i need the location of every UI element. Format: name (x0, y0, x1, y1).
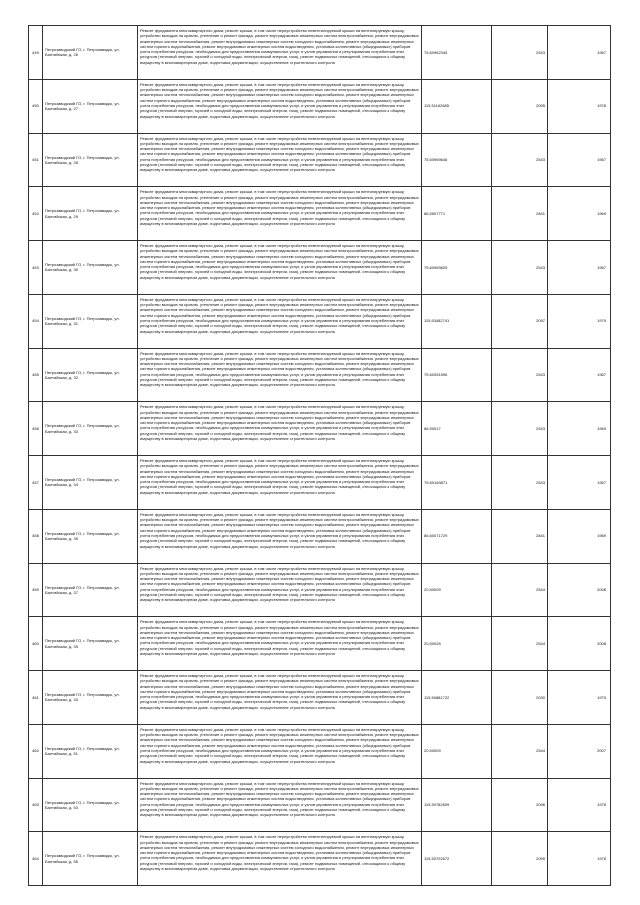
row-number-cell: 454 (29, 294, 43, 348)
work-description-cell: Ремонт фундамента многоквартирного дома, ремонт крыши, в том числе переустройство невентилируемой крыши на вентилируемую крышу, устройство выходов на кровлю, утепление и ремонт фасада, ремонт внутридомовых инженерных систем электроснабжения, ремонт внутридомовых инженерных систем теплоснабжения, ремонт внутридомовых инженерных систем холодного водоснабжения, ремонт внутридомовых инженерных систем горячего водоснабжения, ремонт внутридомовых инженерных систем водоотведения, установка коллективных (общедомовых) приборов учета потребления ресурсов, необходимых для предоставления коммунальных услуг, и узлов управления и регулирования потребления этих ресурсов (тепловой энергии, горячей и холодной воды, электрической энергии, газа), ремонт подвальных помещений, относящихся к общему имуществу в многоквартирном доме, подготовка документации, осуществление строительного контроля (138, 509, 422, 563)
area-cell: 2543 (492, 26, 548, 80)
row-number-cell: 459 (29, 563, 43, 617)
row-number-cell: 463 (29, 778, 43, 832)
address-cell: Петрозаводский ГО, г. Петрозаводск, ул. Балтийская, д. 34 (43, 456, 138, 510)
work-description-cell: Ремонт фундамента многоквартирного дома, ремонт крыши, в том числе переустройство невентилируемой крыши на вентилируемую крышу, устройство выходов на кровлю, утепление и ремонт фасада, ремонт внутридомовых инженерных систем электроснабжения, ремонт внутридомовых инженерных систем теплоснабжения, ремонт внутридомовых инженерных систем холодного водоснабжения, ремонт внутридомовых инженерных систем горячего водоснабжения, ремонт внутридомовых инженерных систем водоотведения, установка коллективных (общедомовых) приборов учета потребления ресурсов, необходимых для предоставления коммунальных услуг, и узлов управления и регулирования потребления этих ресурсов (тепловой энергии, горячей и холодной воды, электрической энергии, газа), ремонт подвальных помещений, относящихся к общему имуществу в многоквартирном доме, подготовка документации, осуществление строительного контроля (138, 26, 422, 80)
cost-cell: 20,50009 (422, 563, 492, 617)
cost-cell: 75,60051596 (422, 348, 492, 402)
row-number-cell: 464 (29, 832, 43, 886)
work-description-cell: Ремонт фундамента многоквартирного дома, ремонт крыши, в том числе переустройство невентилируемой крыши на вентилируемую крышу, устройство выходов на кровлю, утепление и ремонт фасада, ремонт внутридомовых инженерных систем электроснабжения, ремонт внутридомовых инженерных систем теплоснабжения, ремонт внутридомовых инженерных систем холодного водоснабжения, ремонт внутридомовых инженерных систем горячего водоснабжения, ремонт внутридомовых инженерных систем водоотведения, установка коллективных (общедомовых) приборов учета потребления ресурсов, необходимых для предоставления коммунальных услуг, и узлов управления и регулирования потребления этих ресурсов (тепловой энергии, горячей и холодной воды, электрической энергии, газа), ремонт подвальных помещений, относящихся к общему имуществу в многоквартирном доме, подготовка документации, осуществление строительного контроля (138, 724, 422, 778)
year-cell: 1969 (548, 402, 611, 456)
table-row (29, 79, 611, 133)
cost-cell: 75,60962345 (422, 26, 492, 80)
table-row (29, 241, 611, 295)
work-description-cell: Ремонт фундамента многоквартирного дома, ремонт крыши, в том числе переустройство невентилируемой крыши на вентилируемую крышу, устройство выходов на кровлю, утепление и ремонт фасада, ремонт внутридомовых инженерных систем электроснабжения, ремонт внутридомовых инженерных систем теплоснабжения, ремонт внутридомовых инженерных систем холодного водоснабжения, ремонт внутридомовых инженерных систем горячего водоснабжения, ремонт внутридомовых инженерных систем водоотведения, установка коллективных (общедомовых) приборов учета потребления ресурсов, необходимых для предоставления коммунальных услуг, и узлов управления и регулирования потребления этих ресурсов (тепловой энергии, горячей и холодной воды, электрической энергии, газа), ремонт подвальных помещений, относящихся к общему имуществу в многоквартирном доме, подготовка документации, осуществление строительного контроля (138, 241, 422, 295)
row-number-cell: 462 (29, 724, 43, 778)
cost-cell: 20,50009 (422, 724, 492, 778)
year-cell: 1979 (548, 294, 611, 348)
year-cell: 1969 (548, 187, 611, 241)
row-number-cell: 461 (29, 671, 43, 725)
area-cell: 2096 (492, 778, 548, 832)
table-row (29, 294, 611, 348)
row-number-cell: 453 (29, 241, 43, 295)
work-description-cell: Ремонт фундамента многоквартирного дома, ремонт крыши, в том числе переустройство невентилируемой крыши на вентилируемую крышу, устройство выходов на кровлю, утепление и ремонт фасада, ремонт внутридомовых инженерных систем электроснабжения, ремонт внутридомовых инженерных систем теплоснабжения, ремонт внутридомовых инженерных систем холодного водоснабжения, ремонт внутридомовых инженерных систем горячего водоснабжения, ремонт внутридомовых инженерных систем водоотведения, установка коллективных (общедомовых) приборов учета потребления ресурсов, необходимых для предоставления коммунальных услуг, и узлов управления и регулирования потребления этих ресурсов (тепловой энергии, горячей и холодной воды, электрической энергии, газа), ремонт подвальных помещений, относящихся к общему имуществу в многоквартирном доме, подготовка документации, осуществление строительного контроля (138, 133, 422, 187)
work-schedule-table (28, 25, 611, 886)
year-cell: 1978 (548, 832, 611, 886)
area-cell: 2095 (492, 79, 548, 133)
cost-cell: 86,60071729 (422, 509, 492, 563)
area-cell: 2543 (492, 133, 548, 187)
area-cell: 2030 (492, 671, 548, 725)
work-description-cell: Ремонт фундамента многоквартирного дома, ремонт крыши, в том числе переустройство невентилируемой крыши на вентилируемую крышу, устройство выходов на кровлю, утепление и ремонт фасада, ремонт внутридомовых инженерных систем электроснабжения, ремонт внутридомовых инженерных систем теплоснабжения, ремонт внутридомовых инженерных систем холодного водоснабжения, ремонт внутридомовых инженерных систем горячего водоснабжения, ремонт внутридомовых инженерных систем водоотведения, установка коллективных (общедомовых) приборов учета потребления ресурсов, необходимых для предоставления коммунальных услуг, и узлов управления и регулирования потребления этих ресурсов (тепловой энергии, горячей и холодной воды, электрической энергии, газа), ремонт подвальных помещений, относящихся к общему имуществу в многоквартирном доме, подготовка документации, осуществление строительного контроля (138, 671, 422, 725)
work-description-cell: Ремонт фундамента многоквартирного дома, ремонт крыши, в том числе переустройство невентилируемой крыши на вентилируемую крышу, устройство выходов на кровлю, утепление и ремонт фасада, ремонт внутридомовых инженерных систем электроснабжения, ремонт внутридомовых инженерных систем теплоснабжения, ремонт внутридомовых инженерных систем холодного водоснабжения, ремонт внутридомовых инженерных систем горячего водоснабжения, ремонт внутридомовых инженерных систем водоотведения, установка коллективных (общедомовых) приборов учета потребления ресурсов, необходимых для предоставления коммунальных услуг, и узлов управления и регулирования потребления этих ресурсов (тепловой энергии, горячей и холодной воды, электрической энергии, газа), ремонт подвальных помещений, относящихся к общему имуществу в многоквартирном доме, подготовка документации, осуществление строительного контроля (138, 778, 422, 832)
row-number-cell: 452 (29, 187, 43, 241)
year-cell: 1978 (548, 778, 611, 832)
address-cell: Петрозаводский ГО, г. Петрозаводск, ул. Балтийская, д. 39 (43, 617, 138, 671)
area-cell: 2543 (492, 241, 548, 295)
area-cell: 2543 (492, 456, 548, 510)
area-cell: 2095 (492, 832, 548, 886)
cost-cell: 75,60969825 (422, 241, 492, 295)
row-number-cell: 450 (29, 79, 43, 133)
year-cell: 1967 (548, 456, 611, 510)
address-cell: Петрозаводский ГО, г. Петрозаводск, ул. Балтийская, д. 37 (43, 563, 138, 617)
table-row (29, 778, 611, 832)
row-number-cell: 457 (29, 456, 43, 510)
year-cell: 1967 (548, 348, 611, 402)
table-row (29, 456, 611, 510)
work-description-cell: Ремонт фундамента многоквартирного дома, ремонт крыши, в том числе переустройство невентилируемой крыши на вентилируемую крышу, устройство выходов на кровлю, утепление и ремонт фасада, ремонт внутридомовых инженерных систем электроснабжения, ремонт внутридомовых инженерных систем теплоснабжения, ремонт внутридомовых инженерных систем холодного водоснабжения, ремонт внутридомовых инженерных систем горячего водоснабжения, ремонт внутридомовых инженерных систем водоотведения, установка коллективных (общедомовых) приборов учета потребления ресурсов, необходимых для предоставления коммунальных услуг, и узлов управления и регулирования потребления этих ресурсов (тепловой энергии, горячей и холодной воды, электрической энергии, газа), ремонт подвальных помещений, относящихся к общему имуществу в многоквартирном доме, подготовка документации, осуществление строительного контроля (138, 294, 422, 348)
table-row (29, 563, 611, 617)
address-cell: Петрозаводский ГО, г. Петрозаводск, ул. Балтийская, д. 26 (43, 26, 138, 80)
row-number-cell: 451 (29, 133, 43, 187)
table-body (29, 26, 611, 886)
cost-cell: 75,60969646 (422, 133, 492, 187)
work-description-cell: Ремонт фундамента многоквартирного дома, ремонт крыши, в том числе переустройство невентилируемой крыши на вентилируемую крышу, устройство выходов на кровлю, утепление и ремонт фасада, ремонт внутридомовых инженерных систем электроснабжения, ремонт внутридомовых инженерных систем теплоснабжения, ремонт внутридомовых инженерных систем холодного водоснабжения, ремонт внутридомовых инженерных систем горячего водоснабжения, ремонт внутридомовых инженерных систем водоотведения, установка коллективных (общедомовых) приборов учета потребления ресурсов, необходимых для предоставления коммунальных услуг, и узлов управления и регулирования потребления этих ресурсов (тепловой энергии, горячей и холодной воды, электрической энергии, газа), ремонт подвальных помещений, относящихся к общему имуществу в многоквартирном доме, подготовка документации, осуществление строительного контроля (138, 79, 422, 133)
work-description-cell: Ремонт фундамента многоквартирного дома, ремонт крыши, в том числе переустройство невентилируемой крыши на вентилируемую крышу, устройство выходов на кровлю, утепление и ремонт фасада, ремонт внутридомовых инженерных систем электроснабжения, ремонт внутридомовых инженерных систем теплоснабжения, ремонт внутридомовых инженерных систем холодного водоснабжения, ремонт внутридомовых инженерных систем горячего водоснабжения, ремонт внутридомовых инженерных систем водоотведения, установка коллективных (общедомовых) приборов учета потребления ресурсов, необходимых для предоставления коммунальных услуг, и узлов управления и регулирования потребления этих ресурсов (тепловой энергии, горячей и холодной воды, электрической энергии, газа), ремонт подвальных помещений, относящихся к общему имуществу в многоквартирном доме, подготовка документации, осуществление строительного контроля (138, 348, 422, 402)
table-row (29, 671, 611, 725)
row-number-cell: 455 (29, 348, 43, 402)
cost-cell: 115,50782659 (422, 778, 492, 832)
row-number-cell: 460 (29, 617, 43, 671)
table-row (29, 402, 611, 456)
year-cell: 2007 (548, 724, 611, 778)
year-cell: 1967 (548, 241, 611, 295)
area-cell: 2097 (492, 294, 548, 348)
address-cell: Петрозаводский ГО, г. Петрозаводск, ул. Балтийская, д. 30 (43, 241, 138, 295)
row-number-cell: 449 (29, 26, 43, 80)
cost-cell: 86,50017 (422, 402, 492, 456)
year-cell: 1969 (548, 509, 611, 563)
row-number-cell: 456 (29, 402, 43, 456)
address-cell: Петрозаводский ГО, г. Петрозаводск, ул. Балтийская, д. 51 (43, 724, 138, 778)
row-number-cell: 458 (29, 509, 43, 563)
address-cell: Петрозаводский ГО, г. Петрозаводск, ул. Балтийская, д. 53 (43, 778, 138, 832)
address-cell: Петрозаводский ГО, г. Петрозаводск, ул. Балтийская, д. 35 (43, 509, 138, 563)
address-cell: Петрозаводский ГО, г. Петрозаводск, ул. Балтийская, д. 29 (43, 187, 138, 241)
cost-cell: 20,50028 (422, 617, 492, 671)
table-row (29, 133, 611, 187)
table-row (29, 187, 611, 241)
year-cell: 2008 (548, 563, 611, 617)
address-cell: Петрозаводский ГО, г. Петрозаводск, ул. Балтийская, д. 28 (43, 133, 138, 187)
area-cell: 2543 (492, 348, 548, 402)
year-cell: 1967 (548, 26, 611, 80)
area-cell: 2544 (492, 563, 548, 617)
cost-cell: 115,50881722 (422, 671, 492, 725)
table-row (29, 724, 611, 778)
cost-cell: 115,63482741 (422, 294, 492, 348)
area-cell: 2544 (492, 617, 548, 671)
table-row (29, 26, 611, 80)
address-cell: Петрозаводский ГО, г. Петрозаводск, ул. Балтийская, д. 32 (43, 348, 138, 402)
year-cell: 2008 (548, 617, 611, 671)
cost-cell: 115,50702672 (422, 832, 492, 886)
area-cell: 2543 (492, 402, 548, 456)
table-row (29, 509, 611, 563)
address-cell: Петрозаводский ГО, г. Петрозаводск, ул. Балтийская, д. 43 (43, 671, 138, 725)
area-cell: 2544 (492, 724, 548, 778)
work-description-cell: Ремонт фундамента многоквартирного дома, ремонт крыши, в том числе переустройство невентилируемой крыши на вентилируемую крышу, устройство выходов на кровлю, утепление и ремонт фасада, ремонт внутридомовых инженерных систем электроснабжения, ремонт внутридомовых инженерных систем теплоснабжения, ремонт внутридомовых инженерных систем холодного водоснабжения, ремонт внутридомовых инженерных систем горячего водоснабжения, ремонт внутридомовых инженерных систем водоотведения, установка коллективных (общедомовых) приборов учета потребления ресурсов, необходимых для предоставления коммунальных услуг, и узлов управления и регулирования потребления этих ресурсов (тепловой энергии, горячей и холодной воды, электрической энергии, газа), ремонт подвальных помещений, относящихся к общему имуществу в многоквартирном доме, подготовка документации, осуществление строительного контроля (138, 617, 422, 671)
year-cell: 1967 (548, 133, 611, 187)
cost-cell: 86,5507771 (422, 187, 492, 241)
address-cell: Петрозаводский ГО, г. Петрозаводск, ул. Балтийская, д. 55 (43, 832, 138, 886)
cost-cell: 115,51162685 (422, 79, 492, 133)
area-cell: 2841 (492, 187, 548, 241)
work-description-cell: Ремонт фундамента многоквартирного дома, ремонт крыши, в том числе переустройство невентилируемой крыши на вентилируемую крышу, устройство выходов на кровлю, утепление и ремонт фасада, ремонт внутридомовых инженерных систем электроснабжения, ремонт внутридомовых инженерных систем теплоснабжения, ремонт внутридомовых инженерных систем холодного водоснабжения, ремонт внутридомовых инженерных систем горячего водоснабжения, ремонт внутридомовых инженерных систем водоотведения, установка коллективных (общедомовых) приборов учета потребления ресурсов, необходимых для предоставления коммунальных услуг, и узлов управления и регулирования потребления этих ресурсов (тепловой энергии, горячей и холодной воды, электрической энергии, газа), ремонт подвальных помещений, относящихся к общему имуществу в многоквартирном доме, подготовка документации, осуществление строительного контроля (138, 832, 422, 886)
table-row (29, 348, 611, 402)
cost-cell: 75,60169871 (422, 456, 492, 510)
work-description-cell: Ремонт фундамента многоквартирного дома, ремонт крыши, в том числе переустройство невентилируемой крыши на вентилируемую крышу, устройство выходов на кровлю, утепление и ремонт фасада, ремонт внутридомовых инженерных систем электроснабжения, ремонт внутридомовых инженерных систем теплоснабжения, ремонт внутридомовых инженерных систем холодного водоснабжения, ремонт внутридомовых инженерных систем горячего водоснабжения, ремонт внутридомовых инженерных систем водоотведения, установка коллективных (общедомовых) приборов учета потребления ресурсов, необходимых для предоставления коммунальных услуг, и узлов управления и регулирования потребления этих ресурсов (тепловой энергии, горячей и холодной воды, электрической энергии, газа), ремонт подвальных помещений, относящихся к общему имуществу в многоквартирном доме, подготовка документации, осуществление строительного контроля (138, 402, 422, 456)
address-cell: Петрозаводский ГО, г. Петрозаводск, ул. Балтийская, д. 27 (43, 79, 138, 133)
work-description-cell: Ремонт фундамента многоквартирного дома, ремонт крыши, в том числе переустройство невентилируемой крыши на вентилируемую крышу, устройство выходов на кровлю, утепление и ремонт фасада, ремонт внутридомовых инженерных систем электроснабжения, ремонт внутридомовых инженерных систем теплоснабжения, ремонт внутридомовых инженерных систем холодного водоснабжения, ремонт внутридомовых инженерных систем горячего водоснабжения, ремонт внутридомовых инженерных систем водоотведения, установка коллективных (общедомовых) приборов учета потребления ресурсов, необходимых для предоставления коммунальных услуг, и узлов управления и регулирования потребления этих ресурсов (тепловой энергии, горячей и холодной воды, электрической энергии, газа), ремонт подвальных помещений, относящихся к общему имуществу в многоквартирном доме, подготовка документации, осуществление строительного контроля (138, 563, 422, 617)
year-cell: 1979 (548, 671, 611, 725)
table-row (29, 617, 611, 671)
table-row (29, 832, 611, 886)
address-cell: Петрозаводский ГО, г. Петрозаводск, ул. Балтийская, д. 31 (43, 294, 138, 348)
year-cell: 1978 (548, 79, 611, 133)
address-cell: Петрозаводский ГО, г. Петрозаводск, ул. Балтийская, д. 33 (43, 402, 138, 456)
work-description-cell: Ремонт фундамента многоквартирного дома, ремонт крыши, в том числе переустройство невентилируемой крыши на вентилируемую крышу, устройство выходов на кровлю, утепление и ремонт фасада, ремонт внутридомовых инженерных систем электроснабжения, ремонт внутридомовых инженерных систем теплоснабжения, ремонт внутридомовых инженерных систем холодного водоснабжения, ремонт внутридомовых инженерных систем горячего водоснабжения, ремонт внутридомовых инженерных систем водоотведения, установка коллективных (общедомовых) приборов учета потребления ресурсов, необходимых для предоставления коммунальных услуг, и узлов управления и регулирования потребления этих ресурсов (тепловой энергии, горячей и холодной воды, электрической энергии, газа), ремонт подвальных помещений, относящихся к общему имуществу в многоквартирном доме, подготовка документации, осуществление строительного контроля (138, 456, 422, 510)
work-description-cell: Ремонт фундамента многоквартирного дома, ремонт крыши, в том числе переустройство невентилируемой крыши на вентилируемую крышу, устройство выходов на кровлю, утепление и ремонт фасада, ремонт внутридомовых инженерных систем электроснабжения, ремонт внутридомовых инженерных систем теплоснабжения, ремонт внутридомовых инженерных систем холодного водоснабжения, ремонт внутридомовых инженерных систем горячего водоснабжения, ремонт внутридомовых инженерных систем водоотведения, установка коллективных (общедомовых) приборов учета потребления ресурсов, необходимых для предоставления коммунальных услуг, и узлов управления и регулирования потребления этих ресурсов (тепловой энергии, горячей и холодной воды, электрической энергии, газа), ремонт подвальных помещений, относящихся к общему имуществу в многоквартирном доме, подготовка документации, осуществление строительного контроля (138, 187, 422, 241)
area-cell: 2841 (492, 509, 548, 563)
